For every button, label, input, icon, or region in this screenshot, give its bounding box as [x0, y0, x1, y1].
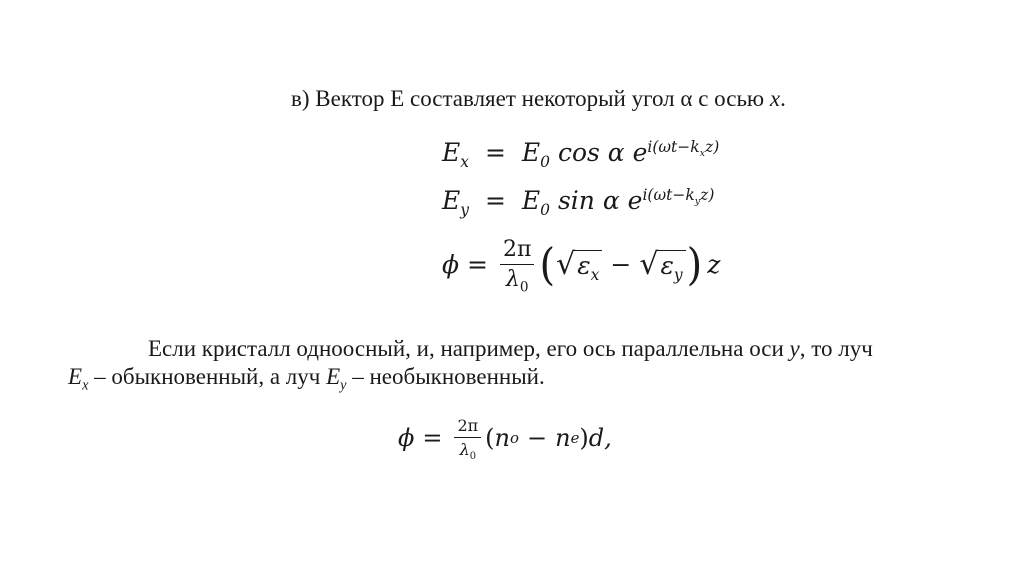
intro-line: в) Вектор E составляет некоторый угол α с осью x. — [291, 86, 786, 111]
equation-phase: ϕ = $\frac{2\pi}{\lambda_0}$ ( √ $\varepsilon_x$ − √ $\varepsilon_y$ ) z — [442, 237, 721, 296]
axis-x: x — [769, 86, 781, 111]
sqrt-eps-y: √ $\varepsilon_y$ — [639, 250, 685, 280]
equation-ex: $E_x = E_0$ cos α $e^{i(\omega t-k_xz)}$ — [442, 137, 720, 171]
paragraph-line-2: $E_x$ – обыкновенный, а луч $E_y$ – необыкновенный. — [68, 364, 545, 394]
equation-phase-retardation: ϕ = $\frac{2\pi}{\lambda_0}$ ( n o − n e ) d, — [398, 416, 612, 463]
fraction: $\frac{2\pi}{\lambda_0}$ — [500, 237, 534, 292]
sqrt-eps-x: √ $\varepsilon_x$ — [556, 250, 602, 280]
paragraph-line-1: Если кристалл одноосный, и, например, его ось параллельна оси y, то луч — [148, 336, 873, 361]
fraction-small: $\frac{2\pi}{\lambda_0}$ — [454, 416, 481, 459]
equation-ey: $E_y = E_0$ sin α $e^{i(\omega t-k_yz)}$ — [442, 185, 715, 219]
